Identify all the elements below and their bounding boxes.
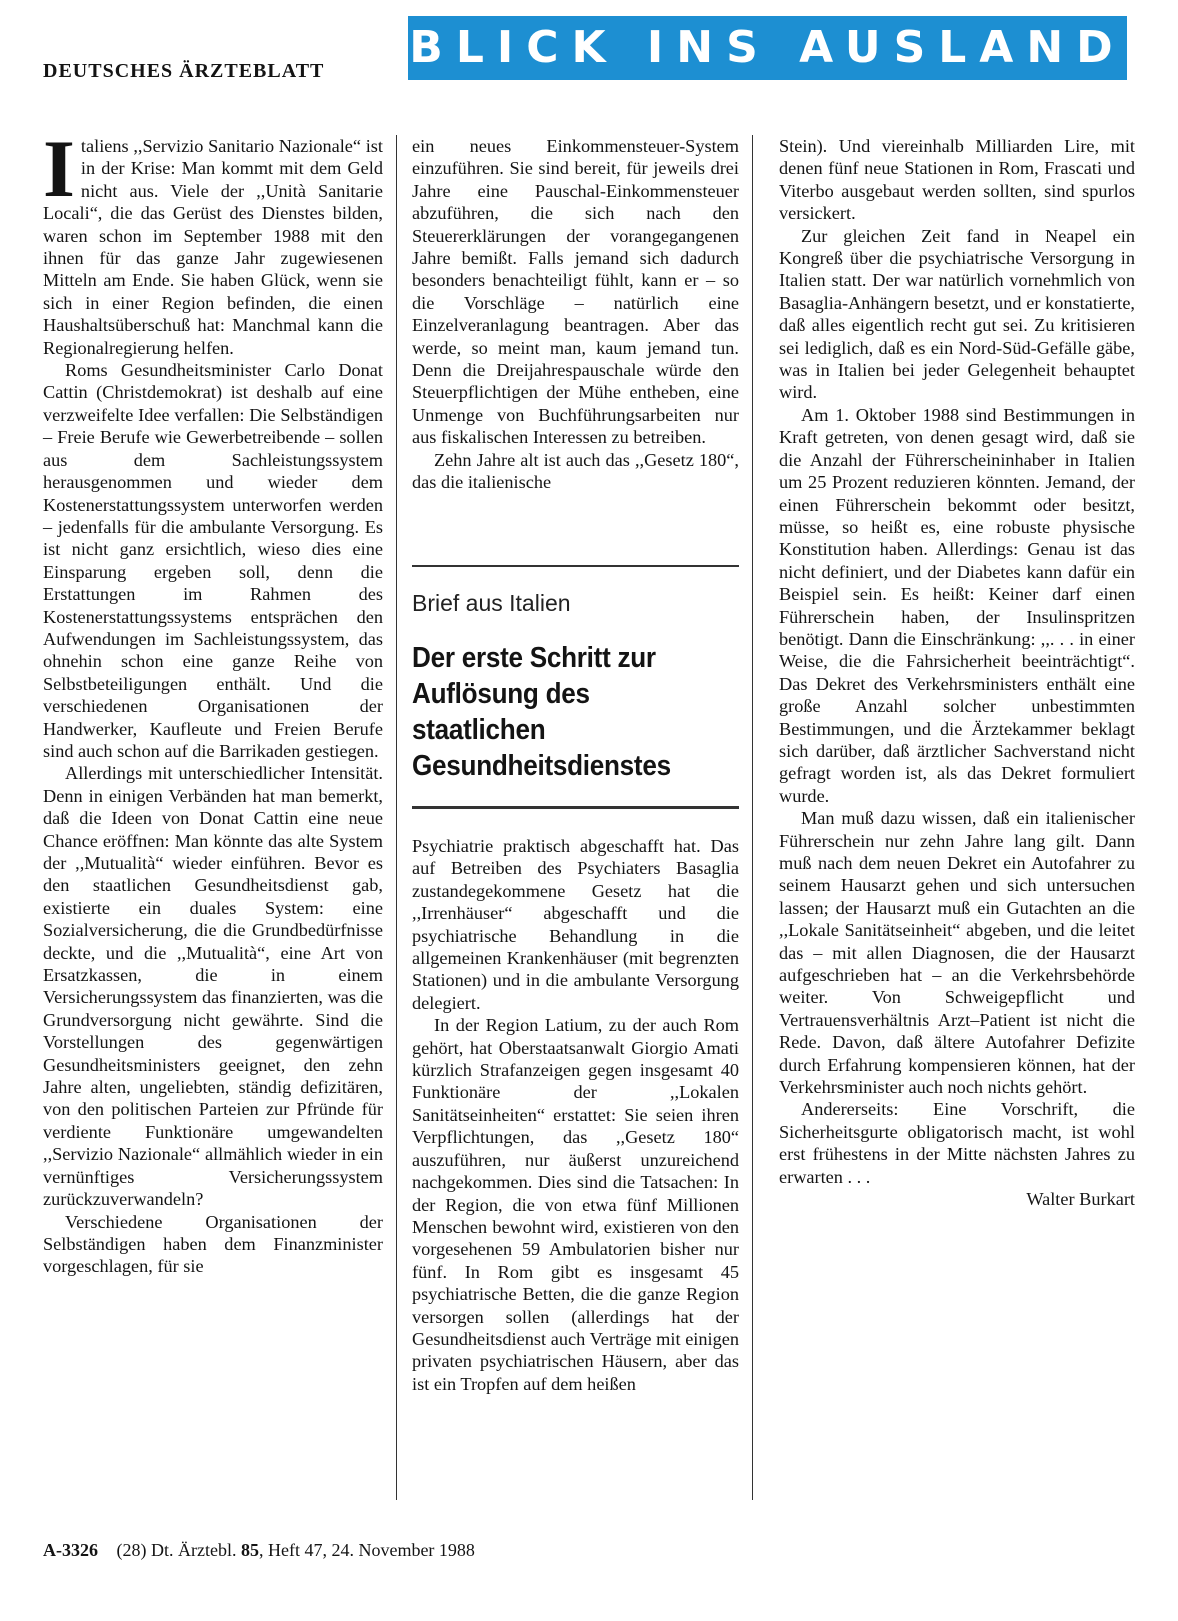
headline: Der erste Schritt zur Auflösung des staatlichen Gesundheitsdienstes — [412, 642, 671, 782]
paragraph: Roms Gesundheitsminister Carlo Donat Cattin (Christdemokrat) ist deshalb auf eine verzweifelte Idee verfallen: Die Selbständigen – Freie Berufe wie Gewerbetreibende – sollen aus dem Sachleistungssystem herausgenommen und wieder dem Kostenerstattungssystem unterworfen werden – jedenfalls für die ambulante Versorgung. Es ist nicht ganz ersichtlich, wieso dies eine Einsparung ergeben soll, denn die Erstattungen im Rahmen des Kostenerstattungssystems entsprächen den Aufwendungen im Sachleistungssystem, das ohnehin schon eine ganze Reihe von Selbstbeteiligungen enthält. Und die verschiedenen Organisationen der Handwerker, Kaufleute und Freien Berufe sind auch schon auf die Barrikaden gestiegen. — [43, 360, 383, 761]
page-number: A-3326 — [43, 1540, 98, 1560]
masthead: DEUTSCHES ÄRZTEBLATT — [43, 60, 325, 82]
headline-rule-top — [412, 565, 739, 567]
column-3 — [779, 135, 1135, 1211]
kicker: Brief aus Italien — [412, 590, 571, 616]
paragraph: Allerdings mit unterschiedlicher Intensität. Denn in einigen Verbänden hat man bemerkt, daß die Ideen von Donat Cattin eine neue Chance eröffnen: Man könnte das alte System der ,,Mutualità“ wieder einführen. Bevor es den staatlichen Gesundheitsdienst gab, existierte ein duales System: eine Sozialversicherung, die die Grundbedürfnisse deckte, und die ,,Mutualità“, eine Art von Ersatzkassen, die in einem Versicherungssystem das finanzierten, was die Grundversorgung nicht gewährte. Sind die Vorstellungen des gegenwärtigen Gesundheitsministers geeignet, den zehn Jahre alten, ungeliebten, ständig defizitären, von den politischen Parteien zur Pfründe für verdiente Funktionäre umgewandelten ,,Servizio Nazionale“ allmählich wieder in ein vernünftiges Versicherungssystem zurückzuverwandeln? — [43, 763, 383, 1210]
paragraph: Man muß dazu wissen, daß ein italienischer Führerschein nur zehn Jahre lang gilt. Dann muß nach dem neuen Dekret ein Autofahrer zu seinem Hausarzt gehen und sich untersuchen lassen; der Hausarzt muß ein Gutachten an die ,,Lokale Sanitätseinheit“ abgeben, und die leitet das – mit allen Diagnosen, die der Hausarzt aufgeschrieben hat – an die Verkehrsbehörde weiter. Von Schweigepflicht und Vertrauensverhältnis Arzt–Patient ist nicht die Rede. Davon, daß ältere Autofahrer Defizite durch Erfahrung kompensieren können, hat der Verkehrsminister auch noch nichts gehört. — [779, 808, 1135, 1098]
column-divider — [752, 135, 753, 1500]
paragraph: Andererseits: Eine Vorschrift, die Sicherheitsgurte obligatorisch macht, ist wohl erst frühestens in der Mitte nächsten Jahres zu erwarten . . . — [779, 1099, 1135, 1187]
paragraph: taliens ,,Servizio Sanitario Nazionale“ ist in der Krise: Man kommt mit dem Geld nicht aus. Viele der ,,Unità Sanitarie Locali“, die das Gerüst des Dienstes bilden, waren schon im September 1988 mit den ihnen für das ganze Jahr zugewiesenen Mitteln am Ende. Sie haben Glück, wenn sie sich in einer Region befinden, die einen Haushaltsüberschuß hat: Manchmal kann die Regionalregierung helfen. — [43, 136, 383, 358]
paragraph: In der Region Latium, zu der auch Rom gehört, hat Oberstaatsanwalt Giorgio Amati kürzlich Strafanzeigen gegen insgesamt 40 Funktionäre der ,,Lokalen Sanitätseinheiten“ erstattet: Sie seien ihren Verpflichtungen, das ,,Gesetz 180“ auszuführen, nur äußerst unzureichend nachgekommen. Dies sind die Tatsachen: In der Region, die von etwa fünf Millionen Menschen bewohnt wird, existieren von den vorgesehenen 59 Ambulatorien bisher nur fünf. In Rom gibt es insgesamt 45 psychiatrische Betten, die die ganze Region versorgen sollen (allerdings hat der Gesundheitsdienst auch Verträge mit einigen privaten psychiatrischen Häusern, aber das ist ein Tropfen auf dem heißen — [412, 1015, 739, 1394]
paragraph: Am 1. Oktober 1988 sind Bestimmungen in Kraft getreten, von denen gesagt wird, daß sie die Anzahl der Führerscheininhaber in Italien um 25 Prozent reduzieren könnten. Jemand, der einen Führerschein bekommt oder besitzt, müsse, so heißt es, eine robuste physische Konstitution haben. Allerdings: Genau ist das nicht definiert, und der Diabetes kann dafür ein Beispiel sein. Es heißt: Keiner darf einen Führerschein haben, der Insulinspritzen benötigt. Dann die Einschränkung: ,,. . . in einer Weise, die die Fahrsicherheit beeinträchtigt“. Das Dekret des Verkehrsministers enthält eine große Anzahl solcher unbestimmten Bestimmungen, und die Ärztekammer beklagt sich darüber, daß ärztlicher Sachverstand nicht gefragt worden ist, als das Dekret formuliert wurde. — [779, 404, 1135, 806]
issue-date: , Heft 47, 24. November 1988 — [258, 1540, 475, 1560]
author-byline: Walter Burkart — [1026, 1189, 1135, 1210]
section-banner: BLICK INS AUSLAND — [408, 16, 1127, 80]
citation-text: (28) Dt. Ärztebl. — [116, 1540, 237, 1560]
headline-rule-bottom — [412, 806, 739, 809]
volume-number: 85 — [240, 1540, 259, 1560]
column-2-top — [412, 135, 739, 494]
paragraph: Verschiedene Organisationen der Selbständigen haben dem Finanzminister vorgeschlagen, für sie — [43, 1211, 383, 1277]
column-1 — [43, 123, 383, 1278]
paragraph: Zur gleichen Zeit fand in Neapel ein Kongreß über die psychiatrische Versorgung in Italien statt. Der war natürlich vornehmlich von Basaglia-Anhängern besetzt, und er konstatierte, daß alles eigentlich recht gut sei. Zu kritisieren sei lediglich, daß es ein Nord-Süd-Gefälle gäbe, was in Italien bei jeder Gelegenheit behauptet wird. — [779, 225, 1135, 403]
paragraph: ein neues Einkommensteuer-System einzuführen. Sie sind bereit, für jeweils drei Jahre eine Pauschal-Einkommensteuer abzuführen, die sich nach den Steuererklärungen der vorangegangenen Jahre bemißt. Falls jemand sich dadurch besonders benachteiligt fühlt, kann er – so die Vorschläge – natürlich eine Einzelveranlagung beantragen. Aber das werde, so meint man, kaum jemand tun. Denn die Dreijahrespauschale würde den Steuerpflichtigen der Mühe entheben, eine Unmenge von Buchführungsarbeiten nur aus fiskalischen Interessen zu betreiben. — [412, 136, 739, 448]
column-divider — [396, 135, 397, 1500]
paragraph: Stein). Und viereinhalb Milliarden Lire, mit denen fünf neue Stationen in Rom, Frascati und Viterbo ausgebaut werden sollten, sind spurlos versickert. — [779, 136, 1135, 224]
page-footer — [43, 1540, 475, 1561]
drop-cap: I — [43, 123, 75, 214]
paragraph: Zehn Jahre alt ist auch das ,,Gesetz 180“, das die italienische — [412, 449, 739, 493]
column-2-bottom — [412, 835, 739, 1395]
paragraph: Psychiatrie praktisch abgeschafft hat. Das auf Betreiben des Psychiaters Basaglia zustandegekommene Gesetz hat die ,,Irrenhäuser“ abgeschafft und die psychiatrische Behandlung in die allgemeinen Krankenhäuser (mit begrenzten Stationen) und in die ambulante Versorgung delegiert. — [412, 836, 739, 1013]
